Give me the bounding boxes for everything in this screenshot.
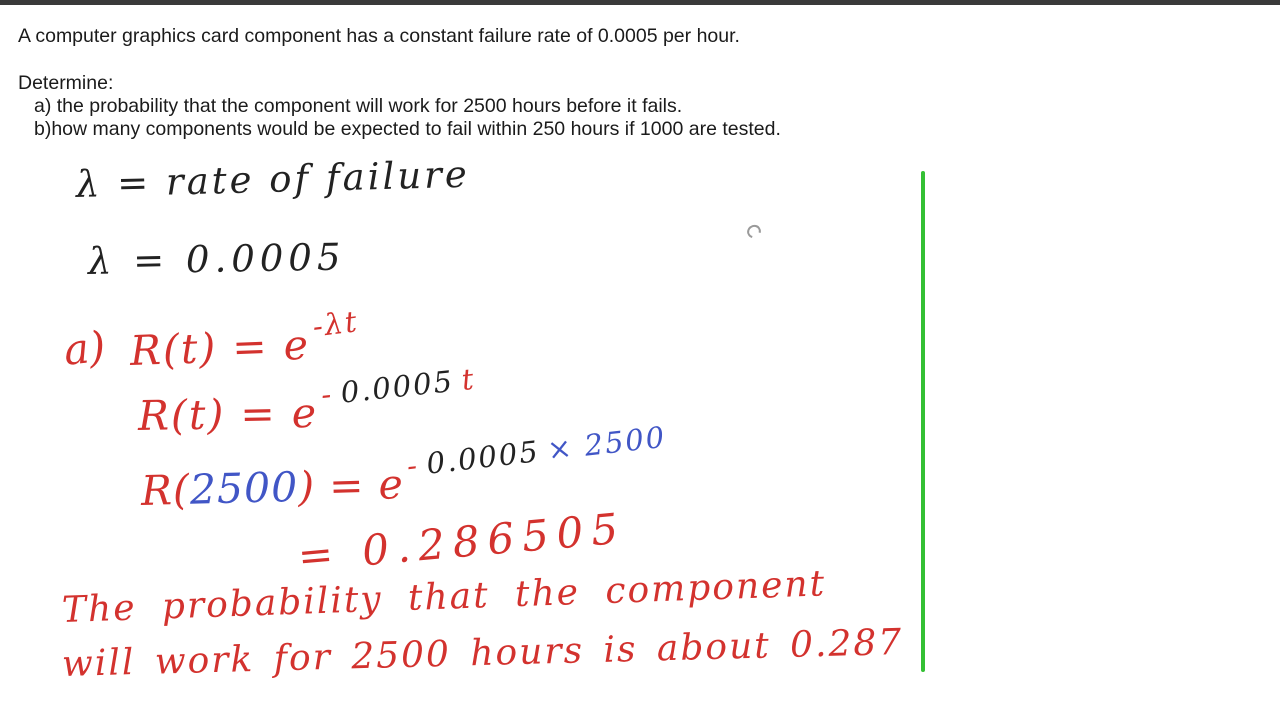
equation-base: R(t) = e bbox=[137, 388, 319, 440]
problem-statement-line: A computer graphics card component has a constant failure rate of 0.0005 per hour. bbox=[18, 25, 740, 47]
handwritten-part-a-label: a) bbox=[61, 321, 108, 375]
exponent-rate-value: 0.0005 bbox=[424, 434, 542, 481]
equation-exponent bbox=[319, 362, 477, 412]
exponent-multiplier: × 2500 bbox=[545, 419, 668, 467]
handwritten-substituted-formula bbox=[137, 361, 479, 440]
handwritten-lambda-definition: λ = rate of failure bbox=[75, 152, 471, 206]
exponent-term: -λt bbox=[310, 304, 361, 344]
handwritten-conclusion-line1: The probability that the component bbox=[61, 563, 827, 631]
handwritten-result-value: = 0.286505 bbox=[295, 503, 628, 581]
function-close-equals: ) = bbox=[297, 460, 380, 511]
exponent-time-variable: t bbox=[459, 361, 478, 398]
equation-exponent bbox=[311, 304, 361, 343]
handwritten-conclusion-line2: will work for 2500 hours is about 0.287 bbox=[61, 621, 904, 685]
stray-pen-mark bbox=[745, 222, 764, 240]
function-argument: 2500 bbox=[189, 462, 299, 514]
top-border-bar bbox=[0, 0, 1280, 5]
handwritten-reliability-formula bbox=[129, 304, 361, 375]
handwritten-lambda-value: λ = 0.0005 bbox=[87, 235, 346, 283]
exponent-minus: - bbox=[404, 447, 421, 483]
problem-item-b: b)how many components would be expected to fail within 250 hours if 1000 are tested. bbox=[34, 118, 781, 140]
equation-base: R(t) = e bbox=[129, 320, 311, 375]
euler-e: e bbox=[377, 460, 405, 509]
problem-item-a: a) the probability that the component will work for 2500 hours before it fails. bbox=[34, 95, 683, 117]
function-open: R( bbox=[140, 465, 191, 515]
exponent-minus: - bbox=[319, 376, 335, 412]
exponent-rate-value: 0.0005 bbox=[339, 364, 456, 410]
green-margin-line bbox=[921, 171, 925, 672]
problem-determine-label: Determine: bbox=[18, 72, 114, 94]
